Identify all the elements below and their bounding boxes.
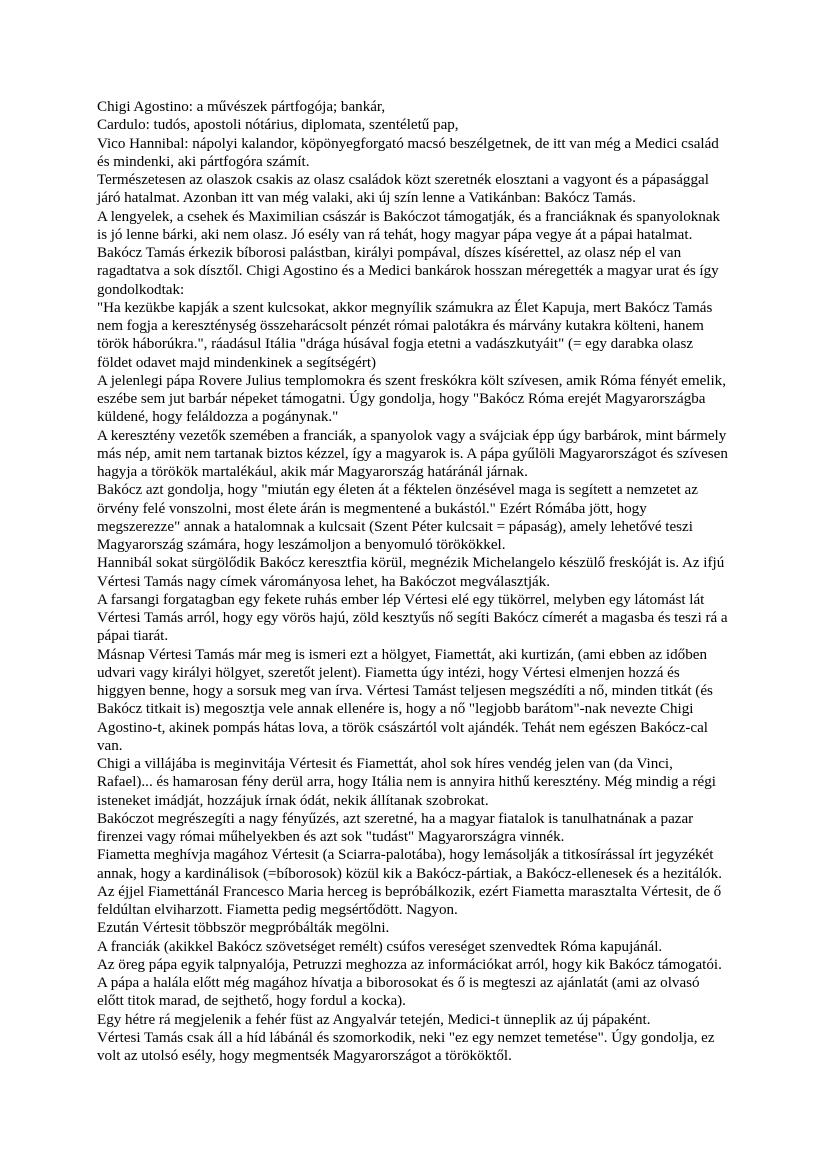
document-paragraph: Vértesi Tamás csak áll a híd lábánál és szomorkodik, neki "ez egy nemzet temetése". Úgy gondolja, ez volt az utolsó esély, hogy megmentsék Magyarországot a törököktől. xyxy=(97,1029,715,1064)
document-paragraph: Fiametta meghívja magához Vértesit (a Sciarra-palotába), hogy lemásolják a titkosírással írt jegyzékét annak, hogy a kardinálisok (=bíborosok) közül kik a Bakócz-pártiak, a Bakócz-ellenesek és a hezitálók. xyxy=(97,847,722,882)
document-paragraph: A farsangi forgatagban egy fekete ruhás ember lép Vértesi elé egy tükörrel, melyben egy látomást lát Vértesi Tamás arról, hogy egy vörös hajú, zöld kesztyűs nő segíti Bakócz címerét a magasba és teszi rá a pápai tiarát. xyxy=(97,591,728,645)
document-paragraph: Cardulo: tudós, apostoli nótárius, diplomata, szentéletű pap, xyxy=(97,117,459,134)
document-paragraph: Az éjjel Fiamettánál Francesco Maria herceg is bepróbálkozik, ezért Fiametta marasztalta Vértesit, de ő feldúltan elviharzott. Fiametta pedig megsértődött. Nagyon. xyxy=(97,883,722,918)
document-paragraph: Az öreg pápa egyik talpnyalója, Petruzzi meghozza az információkat arról, hogy kik Bakócz támogatói. A pápa a halála előtt még magához hívatja a biborosokat és ő is megteszi az ajánlatát (ami az olvasó előtt titok marad, de sejthető, hogy fordul a kocka). xyxy=(97,956,722,1010)
document-paragraph: Természetesen az olaszok csakis az olasz családok közt szeretnék elosztani a vagyont és a pápasággal járó hatalmat. Azonban itt van még valaki, aki új szín lenne a Vatikánban: Bakócz Tamás. xyxy=(97,172,709,207)
document-paragraph: Vico Hannibal: nápolyi kalandor, köpönyegforgató macsó beszélgetnek, de itt van még a Medici család és mindenki, aki pártfogóra számít. xyxy=(97,135,719,170)
document-paragraph: Hannibál sokat sürgölődik Bakócz keresztfia körül, megnézik Michelangelo készülő freskóját is. Az ifjú Vértesi Tamás nagy címek várományosa lehet, ha Bakóczot megválasztják. xyxy=(97,555,725,590)
document-paragraph: A lengyelek, a csehek és Maximilian császár is Bakóczot támogatják, és a franciáknak és spanyoloknak is jó lenne bárki, aki nem olasz. Jó esély van rá tehát, hogy magyar pápa vegye át a pápai hatalmat. xyxy=(97,208,721,243)
document-paragraph: "Ha kezükbe kapják a szent kulcsokat, akkor megnyílik számukra az Élet Kapuja, mert Bakócz Tamás nem fogja a kereszténység összeharácsolt pénzét római palotákra és márvány kutakra költeni, hanem török háborúkra.", ráadásul Itália "drága húsával fogja etetni a vadászkutyáit" (= egy darabka olasz földet odavet majd mindenkinek a segítségért) xyxy=(97,299,713,371)
document-paragraph: A jelenlegi pápa Rovere Julius templomokra és szent freskókra költ szívesen, amik Róma fényét emelik, eszébe sem jut barbár népeket támogatni. Úgy gondolja, hogy "Bakócz Róma erejét Magyarországba küldené, hogy feláldozza a pogánynak." xyxy=(97,372,727,426)
document-paragraph: Ezután Vértesit többször megpróbálták megölni. xyxy=(97,920,390,937)
document-paragraph: Másnap Vértesi Tamás már meg is ismeri ezt a hölgyet, Fiamettát, aki kurtizán, (ami ebben az időben udvari vagy királyi hölgyet, szeretőt jelent). Fiametta úgy intézi, hogy Vértesi elmenjen hozzá és higgyen benne, hogy a sorsuk meg van írva. Vértesi Tamást teljesen megszédíti a nő, minden titkát (és Bakócz titkait is) megosztja vele annak ellenére is, hogy a nő "legjobb barátom"-nak nevezte Chigi Agostino-t, akinek pompás hátas lova, a török császártól volt ajándék. Tehát nem egészen Bakócz-cal van. xyxy=(97,646,713,754)
document-paragraph: Egy hétre rá megjelenik a fehér füst az Angyalvár tetején, Medici-t ünneplik az új pápaként. xyxy=(97,1011,651,1028)
document-paragraph: A franciák (akikkel Bakócz szövetséget remélt) csúfos vereséget szenvedtek Róma kapujánál. xyxy=(97,938,663,955)
document-paragraph: Chigi Agostino: a művészek pártfogója; bankár, xyxy=(97,99,386,115)
document-paragraph: Bakócz Tamás érkezik bíborosi palástban, királyi pompával, díszes kísérettel, az olasz nép el van ragadtatva a sok dísztől. Chigi Agostino és a Medici bankárok hosszan méregették a magyar urat és így gondolkodtak: xyxy=(97,245,719,298)
document-paragraph: Chigi a villájába is meginvitája Vértesit és Fiamettát, ahol sok híres vendég jelen van (da Vinci, Rafael)... és hamarosan fény derül arra, hogy Itália nem is annyira hithű keresztény. Még mindig a régi isteneket imádját, hozzájuk írnak ódát, nekik állítanak szobrokat. xyxy=(97,756,716,809)
document-paragraph: A keresztény vezetők szemében a franciák, a spanyolok vagy a svájciak épp úgy barbárok, mint bármely más nép, amit nem tartanak biztos kézzel, így a magyarok is. A pápa gyűlöli Magyarországot és szívesen hagyja a törökök martalékául, akik már Magyarország határánál járnak. xyxy=(97,427,728,480)
document-paragraph: Bakócz azt gondolja, hogy "miután egy életen át a féktelen önzésével maga is segített a nemzetet az örvény felé vonszolni, most élete árán is megmentené a bukástól." Ezért Rómába jött, hogy megszerezze" annak a hatalomnak a kulcsait (Szent Péter kulcsait = pápaság), amely lehetővé teszi Magyarország számára, hogy leszámoljon a benyomuló törökökkel. xyxy=(97,482,698,553)
document-paragraph: Bakóczot megrészegíti a nagy fényűzés, azt szeretné, ha a magyar fiatalok is tanulhatnának a pazar firenzei vagy római műhelyekben és azt sok "tudást" Magyarországra vinnék. xyxy=(97,810,694,845)
document-text-body xyxy=(97,98,730,1065)
